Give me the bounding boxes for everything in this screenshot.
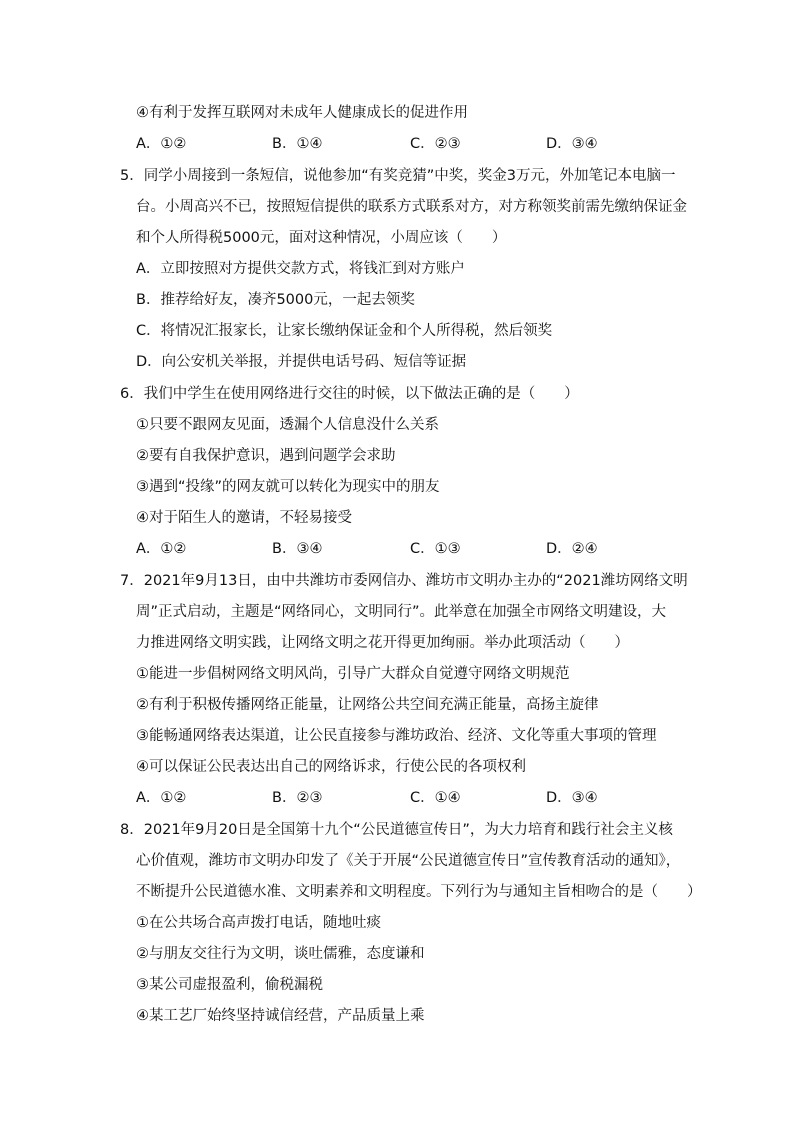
q7-option-d: D．③④ [546,790,598,806]
q6-item-2: ②要有自我保护意识，遇到问题学会求助 [136,448,396,464]
q5-choice-c: C．将情况汇报家长，让家长缴纳保证金和个人所得税，然后领奖 [136,323,553,339]
q8-stem-line-1: 8．2021年9月20日是全国第十九个“公民道德宣传日”，为大力培育和践行社会主义核 [120,822,673,838]
q6-stem: 6．我们中学生在使用网络进行交往的时候，以下做法正确的是（ ） [120,386,579,402]
q4-option-b: B．①④ [272,136,323,152]
q4-option-d: D．③④ [546,136,598,152]
q7-stem-line-2: 周”正式启动，主题是“网络同心，文明同行”。此举意在加强全市网络文明建设，大 [136,604,667,620]
q8-stem-line-3: 不断提升公民道德水准、文明素养和文明程度。下列行为与通知主旨相吻合的是（ ） [136,884,702,900]
q4-option-c: C．②③ [410,136,461,152]
q7-item-1: ①能进一步倡树网络文明风尚，引导广大群众自觉遵守网络文明规范 [136,666,570,682]
q7-item-3: ③能畅通网络表达渠道，让公民直接参与潍坊政治、经济、文化等重大事项的管理 [136,728,657,744]
q7-item-2: ②有利于积极传播网络正能量，让网络公共空间充满正能量，高扬主旋律 [136,697,599,713]
q5-choice-d: D．向公安机关举报，并提供电话号码、短信等证据 [136,354,467,370]
q5-stem-line-1: 5．同学小周接到一条短信，说他参加“有奖竞猜”中奖，奖金3万元，外加笔记本电脑一 [120,168,676,184]
q6-item-1: ①只要不跟网友见面，透漏个人信息没什么关系 [136,417,439,433]
q8-stem-line-2: 心价值观，潍坊市文明办印发了《关于开展“公民道德宣传日”宣传教育活动的通知》， [136,853,681,869]
q6-option-d: D．②④ [546,541,598,557]
q4-item-4: ④有利于发挥互联网对未成年人健康成长的促进作用 [136,105,468,121]
q6-option-c: C．①③ [410,541,461,557]
q7-option-a: A．①② [136,790,187,806]
q6-option-a: A．①② [136,541,187,557]
q7-stem-line-3: 力推进网络文明实践，让网络文明之花开得更加绚丽。举办此项活动（ ） [136,635,629,651]
q5-choice-a: A．立即按照对方提供交款方式，将钱汇到对方账户 [136,261,465,277]
q8-item-1: ①在公共场合高声拨打电话，随地吐痰 [136,915,381,931]
q6-item-3: ③遇到“投缘”的网友就可以转化为现实中的朋友 [136,479,440,495]
q5-choice-b: B．推荐给好友，凑齐5000元，一起去领奖 [136,292,415,308]
q5-stem-line-3: 和个人所得税5000元，面对这种情况，小周应该（ ） [136,230,507,246]
q8-item-2: ②与朋友交往行为文明，谈吐儒雅，态度谦和 [136,946,425,962]
q5-stem-line-2: 台。小周高兴不已，按照短信提供的联系方式联系对方，对方称领奖前需先缴纳保证金 [136,199,687,215]
q7-item-4: ④可以保证公民表达出自己的网络诉求，行使公民的各项权利 [136,759,526,775]
q4-option-a: A．①② [136,136,187,152]
q7-option-b: B．②③ [272,790,323,806]
q6-option-b: B．③④ [272,541,323,557]
q6-item-4: ④对于陌生人的邀请，不轻易接受 [136,510,352,526]
q8-item-4: ④某工艺厂始终坚持诚信经营，产品质量上乘 [136,1008,425,1024]
q8-item-3: ③某公司虚报盈利，偷税漏税 [136,977,323,993]
q7-stem-line-1: 7．2021年9月13日，由中共潍坊市委网信办、潍坊市文明办主办的“2021潍坊网络文明 [120,573,688,589]
q7-option-c: C．①④ [410,790,461,806]
